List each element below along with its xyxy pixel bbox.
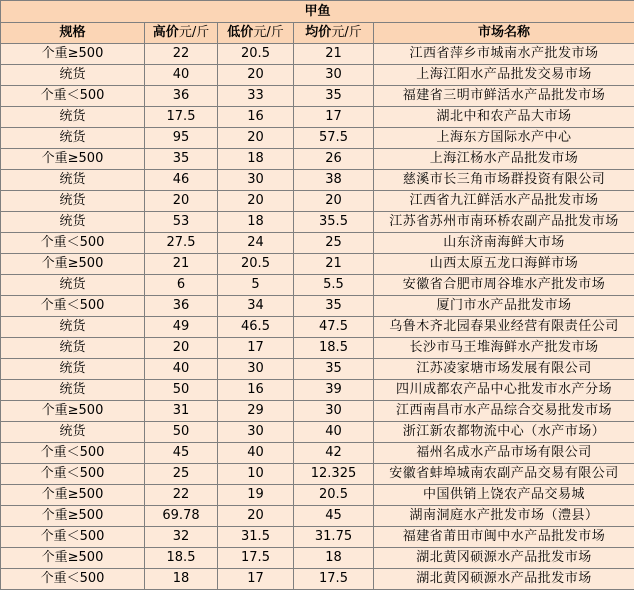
table-row — [1, 65, 634, 86]
cell-low-price: 16 — [218, 107, 294, 128]
cell-market: 厦门市水产品批发市场 — [374, 296, 634, 317]
table-row — [1, 317, 634, 338]
header-market: 市场名称 — [374, 23, 634, 44]
cell-spec: 统货 — [1, 107, 145, 128]
cell-spec: 统货 — [1, 170, 145, 191]
cell-avg-price: 40 — [294, 422, 374, 443]
cell-high-price: 40 — [145, 359, 218, 380]
cell-low-price: 30 — [218, 422, 294, 443]
cell-market: 江苏凌家塘市场发展有限公司 — [374, 359, 634, 380]
cell-spec: 统货 — [1, 275, 145, 296]
table-row — [1, 401, 634, 422]
cell-high-price: 53 — [145, 212, 218, 233]
header-low-label: 低价 — [227, 25, 253, 40]
cell-spec: 个重≥500 — [1, 485, 145, 506]
cell-avg-price: 35.5 — [294, 212, 374, 233]
cell-market: 慈溪市长三角市场群投资有限公司 — [374, 170, 634, 191]
table-row — [1, 149, 634, 170]
header-avg-unit: 元/斤 — [331, 25, 361, 40]
cell-market: 长沙市马王堆海鲜水产批发市场 — [374, 338, 634, 359]
cell-spec: 个重＜500 — [1, 86, 145, 107]
table-row — [1, 464, 634, 485]
cell-avg-price: 39 — [294, 380, 374, 401]
cell-avg-price: 17.5 — [294, 569, 374, 590]
table-row — [1, 254, 634, 275]
cell-low-price: 18 — [218, 212, 294, 233]
cell-spec: 统货 — [1, 65, 145, 86]
cell-spec: 个重≥500 — [1, 548, 145, 569]
table-row — [1, 44, 634, 65]
cell-low-price: 31.5 — [218, 527, 294, 548]
cell-avg-price: 57.5 — [294, 128, 374, 149]
cell-high-price: 25 — [145, 464, 218, 485]
cell-high-price: 22 — [145, 485, 218, 506]
cell-low-price: 20 — [218, 65, 294, 86]
cell-market: 中国供销上饶农产品交易城 — [374, 485, 634, 506]
table-row — [1, 359, 634, 380]
table-row — [1, 422, 634, 443]
cell-low-price: 30 — [218, 359, 294, 380]
cell-spec: 统货 — [1, 380, 145, 401]
header-avg-label: 均价 — [305, 25, 331, 40]
cell-avg-price: 18.5 — [294, 338, 374, 359]
cell-low-price: 17.5 — [218, 548, 294, 569]
cell-avg-price: 35 — [294, 359, 374, 380]
cell-spec: 统货 — [1, 338, 145, 359]
cell-low-price: 46.5 — [218, 317, 294, 338]
table-row — [1, 128, 634, 149]
cell-high-price: 69.78 — [145, 506, 218, 527]
cell-avg-price: 31.75 — [294, 527, 374, 548]
cell-spec: 个重＜500 — [1, 443, 145, 464]
header-high-price — [145, 23, 218, 44]
cell-avg-price: 35 — [294, 296, 374, 317]
table-row — [1, 548, 634, 569]
cell-high-price: 45 — [145, 443, 218, 464]
cell-avg-price: 5.5 — [294, 275, 374, 296]
cell-market: 江西省萍乡市城南水产批发市场 — [374, 44, 634, 65]
table-row — [1, 191, 634, 212]
cell-low-price: 30 — [218, 170, 294, 191]
cell-low-price: 20.5 — [218, 254, 294, 275]
cell-spec: 个重＜500 — [1, 527, 145, 548]
cell-market: 湖北黄冈硕源水产品批发市场 — [374, 548, 634, 569]
cell-market: 上海江阳水产品批发交易市场 — [374, 65, 634, 86]
cell-market: 福建省三明市鲜活水产品批发市场 — [374, 86, 634, 107]
header-high-unit: 元/斤 — [179, 25, 209, 40]
cell-low-price: 20.5 — [218, 44, 294, 65]
cell-spec: 个重≥500 — [1, 401, 145, 422]
cell-market: 四川成都农产品中心批发市水产分场 — [374, 380, 634, 401]
cell-market: 江西省九江鲜活水产品批发市场 — [374, 191, 634, 212]
cell-low-price: 24 — [218, 233, 294, 254]
table-title: 甲鱼 — [1, 1, 634, 23]
cell-low-price: 40 — [218, 443, 294, 464]
cell-spec: 个重＜500 — [1, 569, 145, 590]
cell-spec: 个重≥500 — [1, 149, 145, 170]
cell-market: 浙江新农都物流中心（水产市场） — [374, 422, 634, 443]
cell-low-price: 17 — [218, 338, 294, 359]
cell-spec: 统货 — [1, 359, 145, 380]
cell-high-price: 35 — [145, 149, 218, 170]
cell-market: 安徽省蚌埠城南农副产品交易有限公司 — [374, 464, 634, 485]
cell-spec: 个重＜500 — [1, 464, 145, 485]
title-row — [1, 1, 634, 23]
cell-market: 江西南昌市水产品综合交易批发市场 — [374, 401, 634, 422]
cell-avg-price: 12.325 — [294, 464, 374, 485]
cell-market: 山西太原五龙口海鲜市场 — [374, 254, 634, 275]
cell-avg-price: 18 — [294, 548, 374, 569]
cell-high-price: 40 — [145, 65, 218, 86]
cell-spec: 个重≥500 — [1, 254, 145, 275]
cell-avg-price: 45 — [294, 506, 374, 527]
table-body — [1, 1, 634, 590]
cell-high-price: 18.5 — [145, 548, 218, 569]
cell-high-price: 17.5 — [145, 107, 218, 128]
cell-avg-price: 30 — [294, 65, 374, 86]
header-low-price — [218, 23, 294, 44]
cell-high-price: 6 — [145, 275, 218, 296]
header-low-unit: 元/斤 — [253, 25, 283, 40]
cell-low-price: 16 — [218, 380, 294, 401]
table-row — [1, 443, 634, 464]
table-row — [1, 107, 634, 128]
cell-avg-price: 26 — [294, 149, 374, 170]
cell-high-price: 49 — [145, 317, 218, 338]
cell-avg-price: 17 — [294, 107, 374, 128]
header-spec: 规格 — [1, 23, 145, 44]
cell-low-price: 19 — [218, 485, 294, 506]
cell-high-price: 50 — [145, 422, 218, 443]
cell-high-price: 21 — [145, 254, 218, 275]
cell-market: 湖北黄冈硕源水产品批发市场 — [374, 569, 634, 590]
cell-market: 湖南洞庭水产批发市场（澧县） — [374, 506, 634, 527]
cell-high-price: 20 — [145, 338, 218, 359]
table-row — [1, 86, 634, 107]
table-row — [1, 569, 634, 590]
cell-high-price: 95 — [145, 128, 218, 149]
table-row — [1, 233, 634, 254]
table-row — [1, 506, 634, 527]
cell-high-price: 36 — [145, 296, 218, 317]
table-row — [1, 380, 634, 401]
cell-high-price: 22 — [145, 44, 218, 65]
table-row — [1, 170, 634, 191]
cell-avg-price: 21 — [294, 44, 374, 65]
cell-high-price: 46 — [145, 170, 218, 191]
cell-market: 山东济南海鲜大市场 — [374, 233, 634, 254]
cell-low-price: 5 — [218, 275, 294, 296]
cell-market: 乌鲁木齐北园春果业经营有限责任公司 — [374, 317, 634, 338]
cell-low-price: 29 — [218, 401, 294, 422]
cell-high-price: 27.5 — [145, 233, 218, 254]
table-row — [1, 485, 634, 506]
cell-avg-price: 30 — [294, 401, 374, 422]
cell-market: 福州名成水产品市场有限公司 — [374, 443, 634, 464]
cell-avg-price: 35 — [294, 86, 374, 107]
cell-avg-price: 47.5 — [294, 317, 374, 338]
cell-spec: 个重＜500 — [1, 233, 145, 254]
table-row — [1, 527, 634, 548]
cell-low-price: 33 — [218, 86, 294, 107]
cell-low-price: 18 — [218, 149, 294, 170]
cell-avg-price: 21 — [294, 254, 374, 275]
cell-spec: 个重＜500 — [1, 296, 145, 317]
cell-spec: 个重≥500 — [1, 506, 145, 527]
cell-high-price: 18 — [145, 569, 218, 590]
cell-high-price: 32 — [145, 527, 218, 548]
cell-avg-price: 20.5 — [294, 485, 374, 506]
cell-low-price: 20 — [218, 191, 294, 212]
header-avg-price — [294, 23, 374, 44]
cell-low-price: 17 — [218, 569, 294, 590]
cell-high-price: 50 — [145, 380, 218, 401]
cell-high-price: 36 — [145, 86, 218, 107]
cell-high-price: 20 — [145, 191, 218, 212]
cell-market: 上海东方国际水产中心 — [374, 128, 634, 149]
header-row — [1, 23, 634, 44]
table-row — [1, 338, 634, 359]
cell-avg-price: 25 — [294, 233, 374, 254]
cell-avg-price: 42 — [294, 443, 374, 464]
cell-market: 安徽省合肥市周谷堆水产批发市场 — [374, 275, 634, 296]
cell-spec: 统货 — [1, 191, 145, 212]
cell-low-price: 20 — [218, 506, 294, 527]
cell-spec: 统货 — [1, 317, 145, 338]
cell-avg-price: 20 — [294, 191, 374, 212]
table-row — [1, 275, 634, 296]
cell-market: 江苏省苏州市南环桥农副产品批发市场 — [374, 212, 634, 233]
cell-market: 上海江杨水产品批发市场 — [374, 149, 634, 170]
cell-low-price: 34 — [218, 296, 294, 317]
header-high-label: 高价 — [153, 25, 179, 40]
cell-high-price: 31 — [145, 401, 218, 422]
cell-spec: 统货 — [1, 128, 145, 149]
cell-avg-price: 38 — [294, 170, 374, 191]
cell-spec: 个重≥500 — [1, 44, 145, 65]
table-row — [1, 296, 634, 317]
table-row — [1, 212, 634, 233]
cell-spec: 统货 — [1, 212, 145, 233]
cell-market: 福建省莆田市闽中水产品批发市场 — [374, 527, 634, 548]
cell-low-price: 20 — [218, 128, 294, 149]
cell-low-price: 10 — [218, 464, 294, 485]
cell-spec: 统货 — [1, 422, 145, 443]
cell-market: 湖北中和农产品大市场 — [374, 107, 634, 128]
